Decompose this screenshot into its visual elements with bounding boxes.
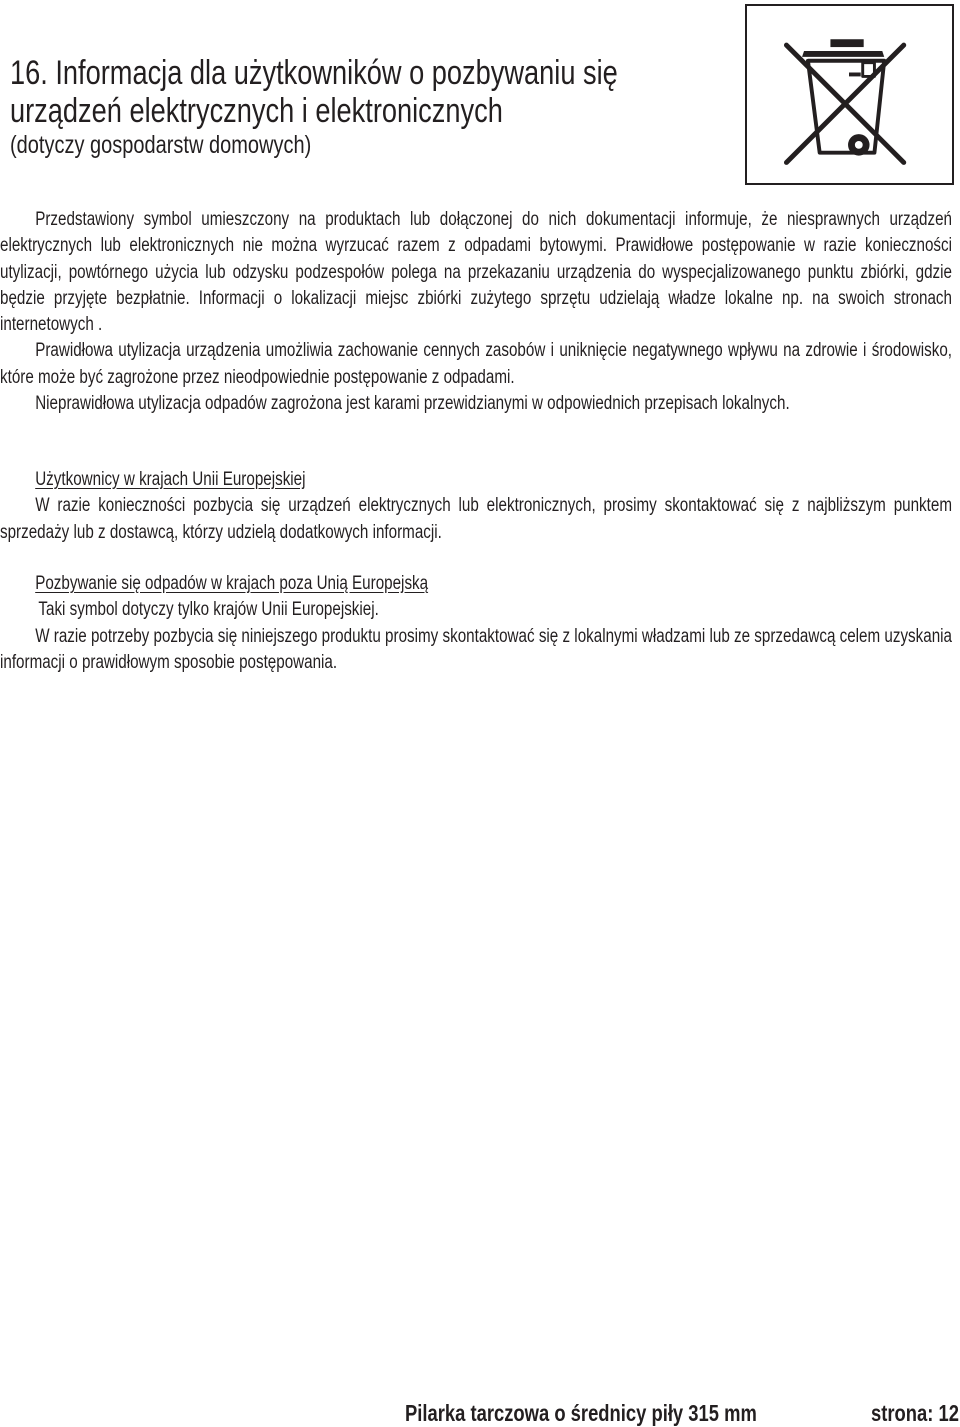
eu-section-text: W razie konieczności pozbycia się urządzeń elektrycznych lub elektronicznych, prosimy skontaktować się z najbliższym punktem sprzedaży lub z dostawcą, którzy udzielą dodatkowych informacji. (0, 495, 952, 543)
non-eu-section-text: W razie potrzeby pozbycia się niniejszego produktu prosimy skontaktować się z lokalnymi władzami lub ze sprzedawcą celem uzyskania informacji o prawidłowym sposobie postępowania. (0, 625, 952, 673)
paragraph-3: Nieprawidłowa utylizacja odpadów zagrożona jest karami przewidzianymi w odpowiednich przepisach lokalnych. (35, 393, 790, 415)
non-eu-section-note: Taki symbol dotyczy tylko krajów Unii Europejskiej. (38, 599, 379, 621)
crossed-out-wheelie-bin-icon (747, 6, 952, 183)
paragraph-2: Prawidłowa utylizacja urządzenia umożliwia zachowanie cennych zasobów i uniknięcie negatywnego wpływu na zdrowie i środowisko, które może być zagrożone przez nieodpowiednie postępowanie z odpadami. (0, 340, 952, 388)
non-eu-section (0, 571, 952, 676)
non-eu-section-heading: Pozbywanie się odpadów w krajach poza Unią Europejską (35, 573, 429, 594)
section-subtitle: (dotyczy gospodarstw domowych) (10, 131, 312, 159)
section-title-line-1: 16. Informacja dla użytkowników o pozbywaniu się (10, 54, 618, 92)
weee-symbol-box (745, 4, 954, 185)
section-title-line-2: urządzeń elektrycznych i elektronicznych (10, 92, 503, 130)
main-paragraph: Przedstawiony symbol umieszczony na produktach lub dołączonej do nich dokumentacji informuje, że niesprawnych urządzeń elektrycznych lub elektronicznych nie można wyrzucać razem z odpadami bytowymi. Prawidłowe postępowanie w razie konieczności utylizacji, powtórnego użycia lub odzysku podzespołów polega na przekazaniu urządzenia do wyspecjalizowanego punktu zbiórki, gdzie będzie przyjęte bezpłatnie. Informacji o lokalizacji miejsc zbiórki zużytego sprzętu udzielają władze lokalne np. na swoich stronach internetowych . (0, 209, 952, 336)
eu-section (0, 467, 952, 546)
footer-page-number: strona: 12 (871, 1400, 959, 1426)
footer-product-name: Pilarka tarczowa o średnicy piły 315 mm (405, 1400, 757, 1426)
eu-section-heading: Użytkownicy w krajach Unii Europejskiej (35, 469, 306, 490)
main-text-block (0, 207, 952, 417)
